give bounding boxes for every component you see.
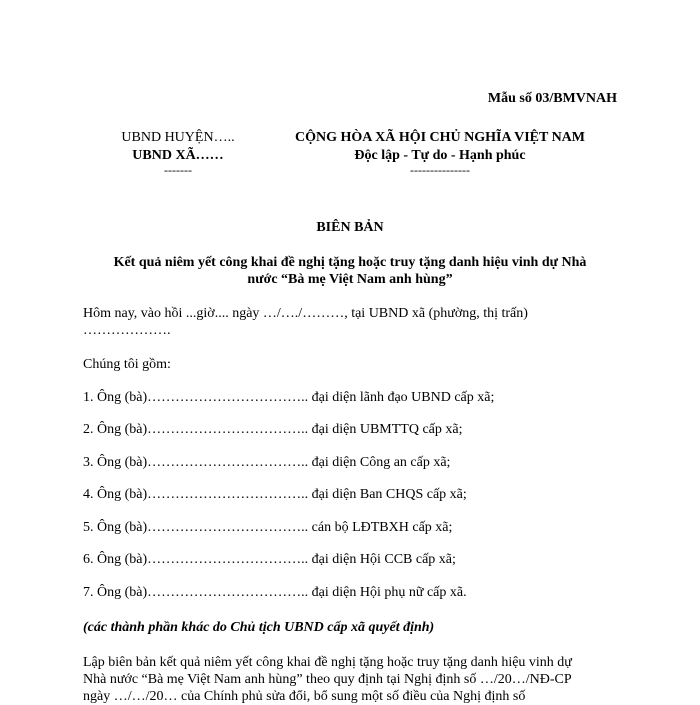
member-line: 5. Ông (bà)…………………………….. cán bộ LĐTBXH cấp xã; (83, 520, 453, 535)
member-line: 4. Ông (bà)…………………………….. đại diện Ban CHQS cấp xã; (83, 487, 467, 502)
right-header-line1: CỘNG HÒA XÃ HỘI CHỦ NGHĨA VIỆT NAM (294, 130, 585, 145)
intro-line1: Hôm nay, vào hồi ...giờ.... ngày …/…./………, tại UBND xã (phường, thị trấn) (83, 306, 528, 321)
intro-line2: ………………. (83, 323, 171, 338)
form-code: Mẫu số 03/BMVNAH (487, 91, 617, 106)
right-header-line2: Độc lập - Tự do - Hạnh phúc (354, 148, 526, 163)
member-line: 7. Ông (bà)…………………………….. đại diện Hội phụ nữ cấp xã. (83, 585, 467, 600)
left-header-line1: UBND HUYỆN….. (121, 130, 235, 145)
member-line: 2. Ông (bà)…………………………….. đại diện UBMTTQ cấp xã; (83, 422, 463, 437)
document-subtitle-line2: nước “Bà mẹ Việt Nam anh hùng” (247, 272, 453, 287)
closing-line1: Lập biên bản kết quả niêm yết công khai đề nghị tặng hoặc truy tặng danh hiệu vinh dự (83, 655, 572, 670)
document-subtitle-line1: Kết quả niêm yết công khai đề nghị tặng hoặc truy tặng danh hiệu vinh dự Nhà (113, 255, 587, 270)
document-title: BIÊN BẢN (316, 220, 384, 235)
member-line: 6. Ông (bà)…………………………….. đại diện Hội CCB cấp xã; (83, 552, 456, 567)
member-line: 3. Ông (bà)…………………………….. đại diện Công an cấp xã; (83, 455, 451, 470)
members-heading: Chúng tôi gồm: (83, 357, 171, 372)
left-header-rule: ------- (164, 163, 192, 177)
composition-note: (các thành phần khác do Chủ tịch UBND cấp xã quyết định) (83, 620, 435, 635)
closing-line2: Nhà nước “Bà mẹ Việt Nam anh hùng” theo quy định tại Nghị định số …/20…/NĐ-CP (83, 672, 572, 687)
right-header-rule: --------------- (410, 163, 470, 177)
left-header-line2: UBND XÃ…… (132, 148, 224, 163)
member-line: 1. Ông (bà)…………………………….. đại diện lãnh đạo UBND cấp xã; (83, 390, 495, 405)
closing-line3: ngày …/…/20… của Chính phủ sửa đổi, bổ sung một số điều của Nghị định số (83, 689, 526, 704)
